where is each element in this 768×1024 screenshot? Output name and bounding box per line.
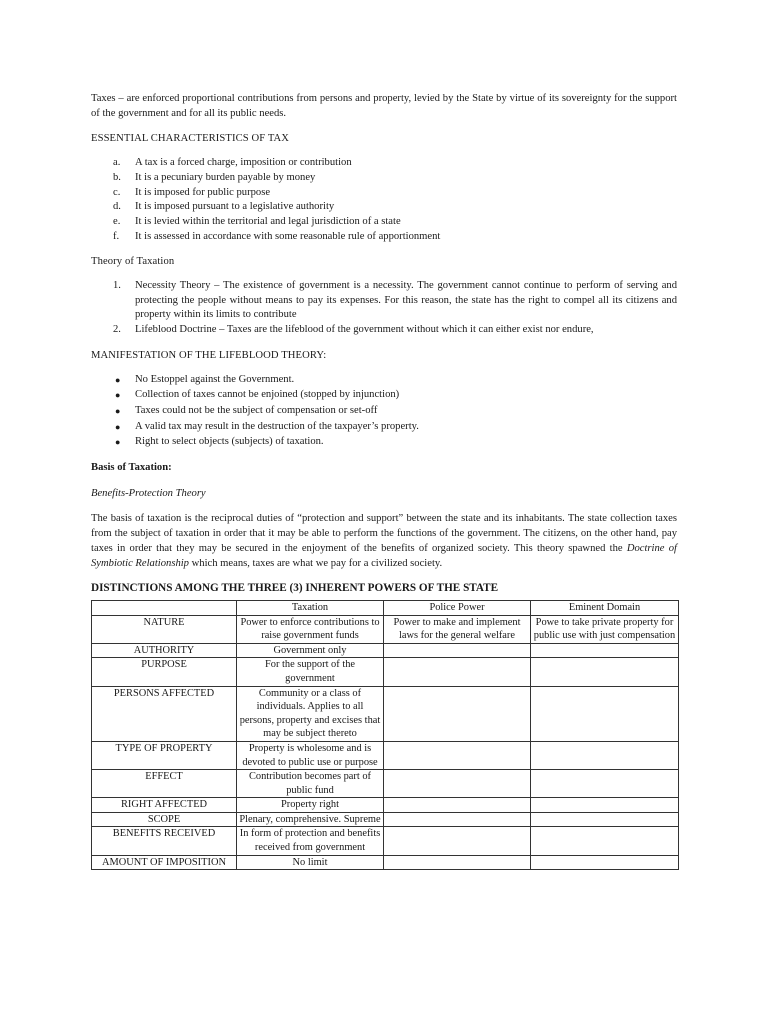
eminent-domain-cell <box>531 812 679 827</box>
bullet-icon: ● <box>115 421 121 432</box>
police-power-cell <box>384 643 531 658</box>
list-marker: d. <box>113 201 121 213</box>
list-item-text: It is levied within the territorial and legal jurisdiction of a state <box>135 215 401 227</box>
list-item-text: No Estoppel against the Government. <box>135 373 295 385</box>
list-item-text: It is imposed for public purpose <box>135 186 271 198</box>
row-label-cell: NATURE <box>92 615 237 643</box>
list-item-text: A valid tax may result in the destruction of the taxpayer’s property. <box>135 420 419 432</box>
police-power-cell <box>384 686 531 741</box>
police-power-cell <box>384 827 531 855</box>
basis-paragraph-text-end: which means, taxes are what we pay for a civilized society. <box>188 557 443 569</box>
table-row <box>92 643 679 658</box>
police-power-cell <box>384 855 531 870</box>
column-header-blank <box>92 600 237 615</box>
list-item-text: It is a pecuniary burden payable by money <box>135 171 316 183</box>
list-marker: 2. <box>113 324 121 336</box>
eminent-domain-cell <box>531 658 679 686</box>
table-row <box>92 770 679 798</box>
theory-of-taxation-list <box>91 279 677 338</box>
list-marker: b. <box>113 171 121 183</box>
list-item <box>91 388 677 403</box>
benefits-protection-subheading: Benefits-Protection Theory <box>91 487 206 499</box>
table-row <box>92 827 679 855</box>
row-label-cell: AMOUNT OF IMPOSITION <box>92 855 237 870</box>
taxation-cell: No limit <box>237 855 384 870</box>
table-row <box>92 855 679 870</box>
list-item <box>91 186 677 201</box>
list-marker: 1. <box>113 280 121 292</box>
theory-of-taxation-heading: Theory of Taxation <box>91 256 175 268</box>
row-label-cell: EFFECT <box>92 770 237 798</box>
list-item <box>91 171 677 186</box>
taxation-cell: Government only <box>237 643 384 658</box>
bullet-icon: ● <box>115 374 121 385</box>
list-item-text: Collection of taxes cannot be enjoined (stopped by injunction) <box>135 389 400 401</box>
row-label-cell: AUTHORITY <box>92 643 237 658</box>
list-marker: a. <box>113 157 121 169</box>
taxation-cell: Power to enforce contributions to raise government funds <box>237 615 384 643</box>
manifestation-heading: MANIFESTATION OF THE LIFEBLOOD THEORY: <box>91 349 327 361</box>
list-item <box>91 435 677 450</box>
eminent-domain-cell <box>531 827 679 855</box>
list-item-text: Lifeblood Doctrine – Taxes are the lifeblood of the government without which it can either exist nor endure, <box>135 324 594 336</box>
police-power-cell <box>384 741 531 769</box>
list-item <box>91 404 677 419</box>
row-label-cell: TYPE OF PROPERTY <box>92 741 237 769</box>
list-item-text: A tax is a forced charge, imposition or contribution <box>135 157 352 169</box>
essential-characteristics-list <box>91 156 677 244</box>
eminent-domain-cell <box>531 770 679 798</box>
row-label-cell: RIGHT AFFECTED <box>92 798 237 813</box>
table-row <box>92 741 679 769</box>
eminent-domain-cell <box>531 686 679 741</box>
police-power-cell <box>384 770 531 798</box>
table-row <box>92 798 679 813</box>
table-row <box>92 615 679 643</box>
eminent-domain-cell <box>531 798 679 813</box>
taxes-definition: Taxes – are enforced proportional contributions from persons and property, levied by the State by virtue of its sovereignty for the support of the government and for all its public needs. <box>91 93 677 119</box>
list-item-text: It is assessed in accordance with some reasonable rule of apportionment <box>135 230 441 242</box>
row-label-cell: PERSONS AFFECTED <box>92 686 237 741</box>
bullet-icon: ● <box>115 437 121 448</box>
taxation-cell: Plenary, comprehensive. Supreme <box>237 812 384 827</box>
police-power-cell: Power to make and implement laws for the general welfare <box>384 615 531 643</box>
taxation-cell: In form of protection and benefits received from government <box>237 827 384 855</box>
taxation-cell: Community or a class of individuals. Applies to all persons, property and excises that may be subject thereto <box>237 686 384 741</box>
bullet-icon: ● <box>115 405 121 416</box>
list-item-text: Taxes could not be the subject of compensation or set-off <box>135 404 378 416</box>
distinctions-table <box>91 600 679 870</box>
distinctions-title: DISTINCTIONS AMONG THE THREE (3) INHERENT POWERS OF THE STATE <box>91 582 499 595</box>
row-label-cell: PURPOSE <box>92 658 237 686</box>
list-item-text: Necessity Theory – The existence of government is a necessity. The government cannot continue to perform of serving and protecting the people without means to pay its expenses. For this reason, the state has the right to compel all its citizens and property within its limits to contribute <box>135 280 677 321</box>
list-item <box>91 156 677 171</box>
bullet-icon: ● <box>115 390 121 401</box>
table-header-row <box>92 600 679 615</box>
taxation-cell: For the support of the government <box>237 658 384 686</box>
eminent-domain-cell <box>531 741 679 769</box>
eminent-domain-cell <box>531 643 679 658</box>
symbiotic-doctrine-term: Doctrine of Symbiotic Relationship <box>91 542 677 569</box>
eminent-domain-cell <box>531 855 679 870</box>
list-item <box>91 200 677 215</box>
table-row <box>92 686 679 741</box>
list-marker: c. <box>113 186 121 198</box>
essential-characteristics-heading: ESSENTIAL CHARACTERISTICS OF TAX <box>91 133 290 145</box>
taxation-cell: Property is wholesome and is devoted to public use or purpose <box>237 741 384 769</box>
basis-paragraph <box>91 512 677 571</box>
taxation-cell: Property right <box>237 798 384 813</box>
manifestation-list <box>91 373 677 451</box>
row-label-cell: SCOPE <box>92 812 237 827</box>
list-item <box>91 373 677 388</box>
police-power-cell <box>384 658 531 686</box>
basis-of-taxation-heading: Basis of Taxation: <box>91 462 172 474</box>
column-header-eminent-domain: Eminent Domain <box>531 600 679 615</box>
list-item <box>91 230 677 245</box>
list-item <box>91 279 677 323</box>
list-item <box>91 215 677 230</box>
list-item <box>91 420 677 435</box>
table-row <box>92 812 679 827</box>
list-item-text: Right to select objects (subjects) of taxation. <box>135 436 324 448</box>
taxation-cell: Contribution becomes part of public fund <box>237 770 384 798</box>
eminent-domain-cell: Powe to take private property for public use with just compensation <box>531 615 679 643</box>
police-power-cell <box>384 812 531 827</box>
list-marker: f. <box>113 230 120 242</box>
basis-paragraph-text: The basis of taxation is the reciprocal duties of “protection and support” between the state and its inhabitants. The state collection taxes from the subject of taxation in order that it may be able to perform the functions of the government. The citizens, on the other hand, pay taxes in order that they may be secured in the enjoyment of the benefits of organized society. This theory spawned the <box>91 513 677 554</box>
column-header-taxation: Taxation <box>237 600 384 615</box>
list-item <box>91 323 677 338</box>
police-power-cell <box>384 798 531 813</box>
row-label-cell: BENEFITS RECEIVED <box>92 827 237 855</box>
table-row <box>92 658 679 686</box>
column-header-police-power: Police Power <box>384 600 531 615</box>
list-marker: e. <box>113 215 121 227</box>
distinctions-table-body <box>92 615 679 870</box>
list-item-text: It is imposed pursuant to a legislative authority <box>135 201 335 213</box>
